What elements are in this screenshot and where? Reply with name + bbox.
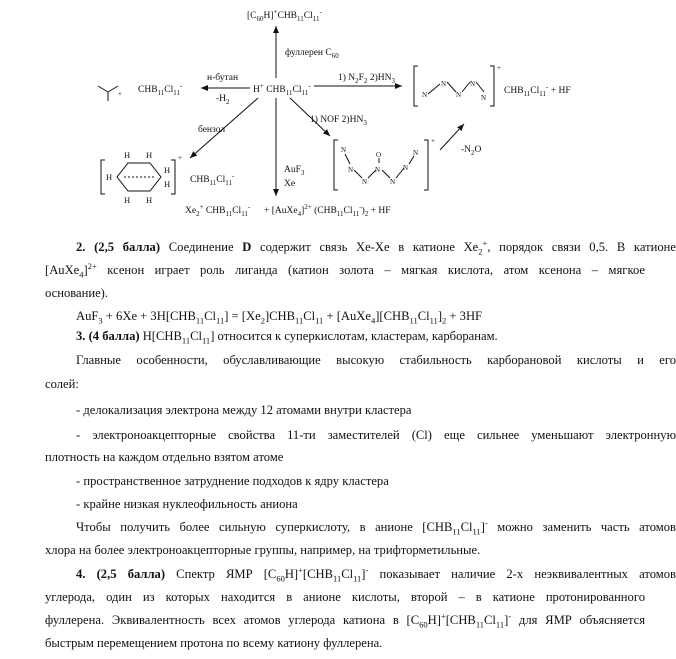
svg-text:H: H xyxy=(124,150,131,160)
svg-text:N: N xyxy=(481,94,487,102)
document-body xyxy=(0,228,676,659)
svg-text:N: N xyxy=(390,178,396,186)
bottom-auxe: + [AuXe$_4$]$^{2+}$ $(CHB_{11}Cl_{11}^-)_2$ + HF xyxy=(264,203,391,218)
reagent-n2f2: 1) $N_2F_2$ $2)HN_3$ xyxy=(338,73,395,85)
tert-butyl-icon xyxy=(98,86,122,101)
auf3-label: AuF$_3$ xyxy=(284,165,305,177)
reagent-nof: 1) NOF $2)HN_3$ xyxy=(310,115,367,127)
benzenium-icon xyxy=(101,150,182,205)
svg-text:+: + xyxy=(431,137,435,145)
bullet-3: - пространственное затруднение подходов к ядру кластера xyxy=(76,474,389,488)
svg-text:N: N xyxy=(413,149,419,157)
para-2-line-3: основание). xyxy=(45,286,109,300)
bullet-4: - крайне низкая нуклеофильность аниона xyxy=(76,497,298,511)
bottom-xe2: $Xe_2^+$ $CHB_{11}Cl_{11}^-$ xyxy=(185,203,251,218)
svg-text:N: N xyxy=(403,164,409,172)
para-4-line-4: быстрым перемещением протона по всему катиону фуллерена. xyxy=(45,636,383,650)
benzene-label: бензол xyxy=(198,125,226,135)
svg-text:N: N xyxy=(348,166,354,174)
stronger-line-2: хлора на более электроноакцепторные группы, например, на трифторметильные. xyxy=(45,543,481,557)
svg-text:+: + xyxy=(178,154,182,162)
features-line-2: солей: xyxy=(45,377,79,391)
svg-text:H: H xyxy=(146,150,153,160)
svg-text:N: N xyxy=(375,166,381,174)
reaction-scheme xyxy=(0,0,655,228)
center-species: H+ $CHB_{11}Cl_{11}^-$ xyxy=(253,82,311,97)
top-product: $[C_{60}H]^+CHB_{11}Cl_{11}^-$ xyxy=(247,8,322,23)
bullet-2-line-1: - электроноакцепторные свойства 11-ти заместителей (Cl) еще сильнее уменьшают электронную xyxy=(76,428,676,442)
features-line-1: Главные особенности, обуславливающие высокую стабильность карборановой кислоты и его xyxy=(76,353,676,367)
para-4-line-3: фуллерена. Эквивалентность всех атомов углерода катиона в $[C_{60}H]^+[CHB_{11}Cl_{11}]^-$ для ЯМР объясняется xyxy=(45,610,645,630)
butane-label: н-бутан xyxy=(207,73,239,83)
svg-text:H: H xyxy=(164,179,171,189)
benzene-product: $CHB_{11}Cl_{11}^-$ xyxy=(190,172,235,187)
svg-text:H: H xyxy=(164,165,171,175)
svg-text:N: N xyxy=(456,91,462,99)
svg-text:N: N xyxy=(470,80,476,88)
svg-text:+: + xyxy=(118,90,122,98)
para-4-line-2: углерода, один из которых находится в анионе кислоты, второй – в катионе протонированного xyxy=(45,590,645,604)
svg-text:N: N xyxy=(362,178,368,186)
svg-text:H: H xyxy=(146,195,153,205)
svg-text:N: N xyxy=(341,146,347,154)
bullet-2-line-2: плотность на каждом отдельно взятом атоме xyxy=(45,450,284,464)
svg-text:H: H xyxy=(106,172,113,182)
para-3-header: 3. (4 балла) $H[CHB_{11}Cl_{11}]$ относится к суперкислотам, кластерам, карборанам. xyxy=(76,329,498,346)
h2-label: $-H_2$ xyxy=(216,94,230,106)
right-product: $CHB_{11}Cl_{11}^-$ + HF xyxy=(504,83,571,98)
para-4-line-1: 4. (2,5 балла) Спектр ЯМР $[C_{60}H]^+[CHB_{11}Cl_{11}]^-$ показывает наличие 2-х неэквивалентных атомов xyxy=(76,564,676,584)
svg-text:N: N xyxy=(441,80,447,88)
para-2-line-2: [AuXe$_4$]$^{2+}$ ксенон играет роль лиганда (катион золота – мягкая кислота, атом ксенона – мягкое xyxy=(45,260,645,280)
fullerene-label: фуллерен $C_{60}$ xyxy=(285,48,339,60)
svg-text:+: + xyxy=(497,64,501,72)
svg-text:H: H xyxy=(124,195,131,205)
nitroso-azide-icon xyxy=(334,137,435,190)
svg-text:O: O xyxy=(376,151,382,159)
para-2-line-1: 2. (2,5 балла) Соединение D содержит связь Xe-Xe в катионе $Xe_2^+$, порядок связи 0,5. В катионе xyxy=(76,237,676,257)
stronger-line-1: Чтобы получить более сильную суперкислоту, в анионе $[CHB_{11}Cl_{11}]^-$ можно заменить часть атомов xyxy=(76,517,676,537)
left-product: $CHB_{11}Cl_{11}^-$ xyxy=(138,82,183,97)
equation: $AuF_3 + 6Xe + 3H[CHB_{11}Cl_{11}] = [Xe_2]CHB_{11}Cl_{11}$ + $[AuXe_4][CHB_{11}Cl_{11}]_2 + 3HF$ xyxy=(76,309,483,326)
bullet-1: - делокализация электрона между 12 атомами внутри кластера xyxy=(76,403,412,417)
azide-chain-icon xyxy=(414,64,501,106)
xe-label: Xe xyxy=(284,179,296,189)
n2o-label: $-N_2O$ xyxy=(461,145,482,157)
svg-text:N: N xyxy=(422,91,428,99)
